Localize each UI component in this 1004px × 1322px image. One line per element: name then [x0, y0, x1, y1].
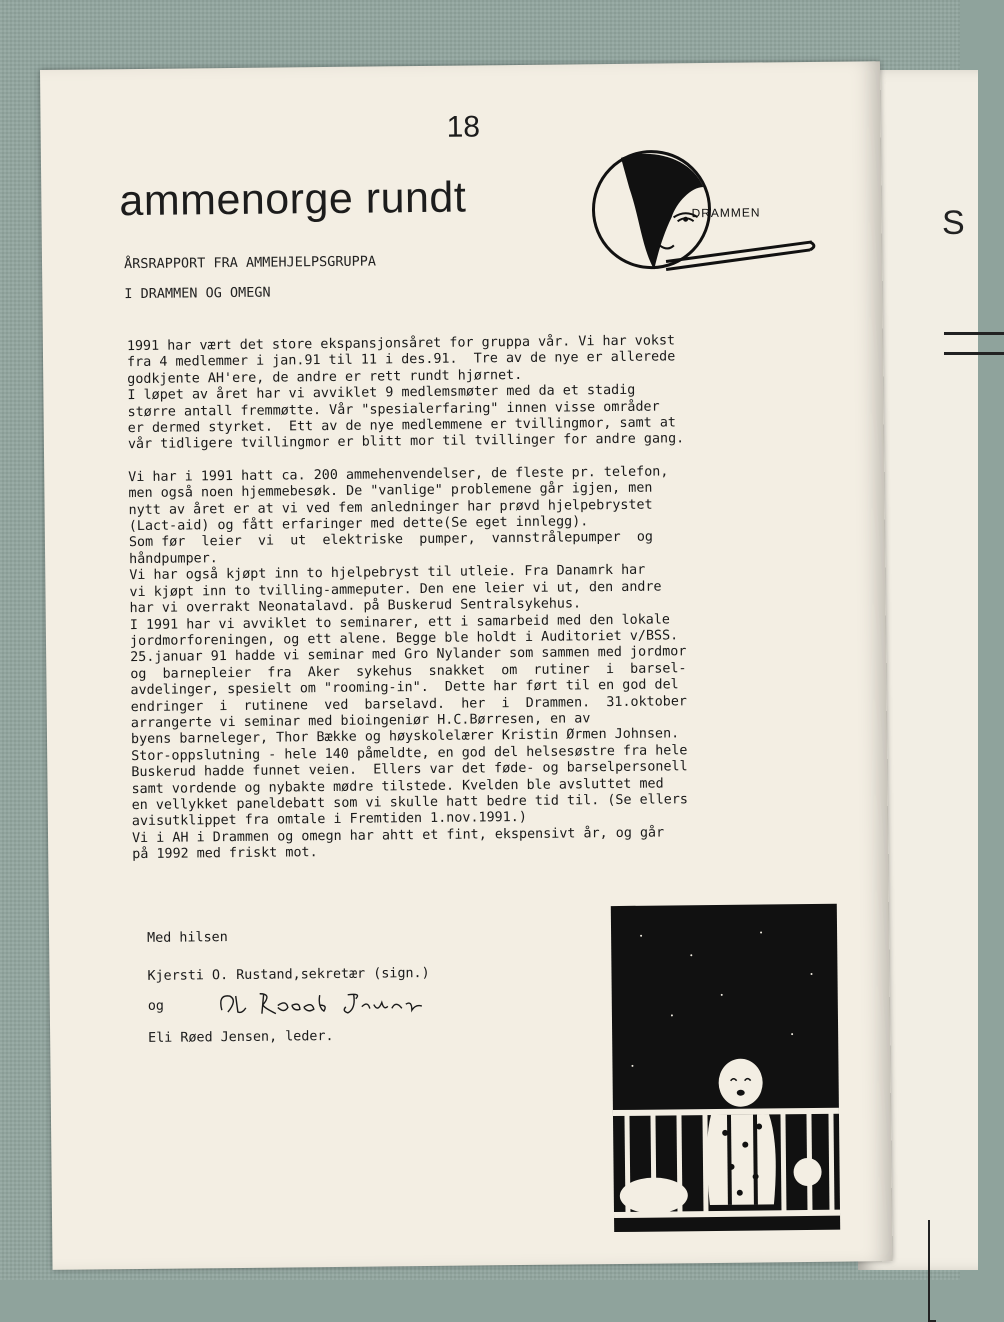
subtitle-line: I DRAMMEN OG OMEGN: [124, 284, 271, 303]
report-subtitle: [124, 246, 377, 309]
signer-secretary: Kjersti O. Rustand,sekretær (sign.): [147, 965, 430, 984]
body-line: 25.januar 91 hadde vi seminar med Gro Nylander som sammen med jordmor: [130, 644, 687, 666]
section-title: ammenorge rundt: [119, 173, 467, 226]
body-line: har vi overrakt Neonatalavd. på Buskerud Sentralsykehus.: [129, 596, 582, 617]
subtitle-line: ÅRSRAPPORT FRA AMMEHJELPSGRUPPA: [123, 253, 377, 273]
body-line: fra 4 medlemmer i jan.91 til 11 i des.91. Tre av de nye er allerede: [126, 349, 676, 371]
body-line: Stor-oppslutning - hele 140 påmeldte, en god del helsesøstre fra hele: [131, 743, 688, 764]
drammen-logo-icon: [581, 146, 823, 299]
signer-leader: Eli Røed Jensen, leder.: [148, 1028, 334, 1046]
closing-greeting: Med hilsen: [147, 930, 228, 946]
body-line: jordmorforeningen, og ett alene. Begge ble holdt i Auditoriet v/BSS.: [129, 628, 679, 649]
adjacent-page-rule: [944, 332, 1004, 335]
document-page: [40, 61, 893, 1270]
body-line: og barnepleier fra Aker sykehus snakket om rutiner i barsel-: [130, 660, 687, 682]
handwritten-signature-icon: [216, 986, 426, 1018]
body-line: Buskerud hadde funnet veien. Ellers var det føde- og barselpersonell: [131, 759, 688, 781]
body-line: nytt av året er at vi ved fem anledninger har prøvd hjelpebrystet: [128, 497, 653, 518]
body-line: Vi i AH i Drammen og omegn har ahtt et fint, ekspensivt år, og går: [131, 825, 665, 846]
page-number: 18: [446, 110, 481, 144]
body-line: en vellykket paneldebatt som vi skulle hatt bedre tid til. (Se ellers: [131, 792, 689, 814]
body-line: endringer i rutinene ved barselavd. her i Drammen. 31.oktober: [130, 693, 688, 715]
report-body: [127, 332, 832, 864]
conjunction-text: og: [147, 998, 165, 1014]
body-line: (Lact-aid) og fått erfaringer med dette(Se eget innlegg).: [128, 514, 589, 535]
body-line: 1991 har vært det store ekspansjonsåret for gruppa vår. Vi har vokst: [126, 333, 676, 355]
body-line: I 1991 har vi avviklet to seminarer, ett i samarbeid med den lokale: [129, 611, 671, 633]
body-line: men også noen hjemmebesøk. De "vanlige" problemene går igjen, men: [128, 480, 653, 502]
body-line: byens barneleger, Thor Bække og høyskolelærer Kristin Ørmen Johnsen.: [130, 726, 680, 748]
body-line: avisutklippet fra omtale i Fremtiden 1.nov.1991.): [131, 810, 527, 830]
body-line: er dermed styrket. Ett av de nye medlemmene er tvillingmor, samt at: [127, 415, 677, 437]
body-line: I løpet av året har vi avviklet 9 medlemsmøter med da et stadig: [127, 383, 636, 404]
baby-in-crib-illustration: [611, 904, 840, 1232]
body-line: på 1992 med friskt mot.: [132, 845, 318, 863]
adjacent-page-mark: [928, 1220, 936, 1322]
body-line: Vi har også kjøpt inn to hjelpebryst til utleie. Fra Danamrk har: [129, 562, 646, 584]
body-line: arrangerte vi seminar med bioingeniør H.C.Børresen, en av: [130, 711, 591, 732]
body-line: Vi har i 1991 hatt ca. 200 ammehenvendelser, de fleste pr. telefon,: [128, 464, 669, 485]
body-line: godkjente AH'ere, de andre er rett rundt hjørnet.: [127, 367, 523, 387]
logo-caption: DRAMMEN: [691, 205, 761, 221]
adjacent-page-rule: [944, 352, 1004, 355]
body-line: Som før leier vi ut elektriske pumper, vannstrålepumper og: [128, 530, 654, 551]
body-line: vår tidligere tvillingmor er blitt mor til tvillinger for andre gang.: [127, 431, 685, 453]
body-line: avdelinger, spesielt om "rooming-in". Dette har ført til en god del: [130, 677, 679, 699]
body-line: vi kjøpt inn to tvilling-ammeputer. Den ene leier vi ut, den andre: [129, 579, 662, 600]
signature-block: [147, 927, 477, 1046]
adjacent-page-letter: S: [942, 204, 965, 242]
body-line: samt vordende og nybakte mødre tilstede. Kvelden ble avsluttet med: [131, 776, 664, 797]
body-line: større antall fremmøtte. Vår "spesialerfaring" innen visse områder: [127, 399, 660, 420]
body-line: håndpumper.: [129, 551, 218, 567]
